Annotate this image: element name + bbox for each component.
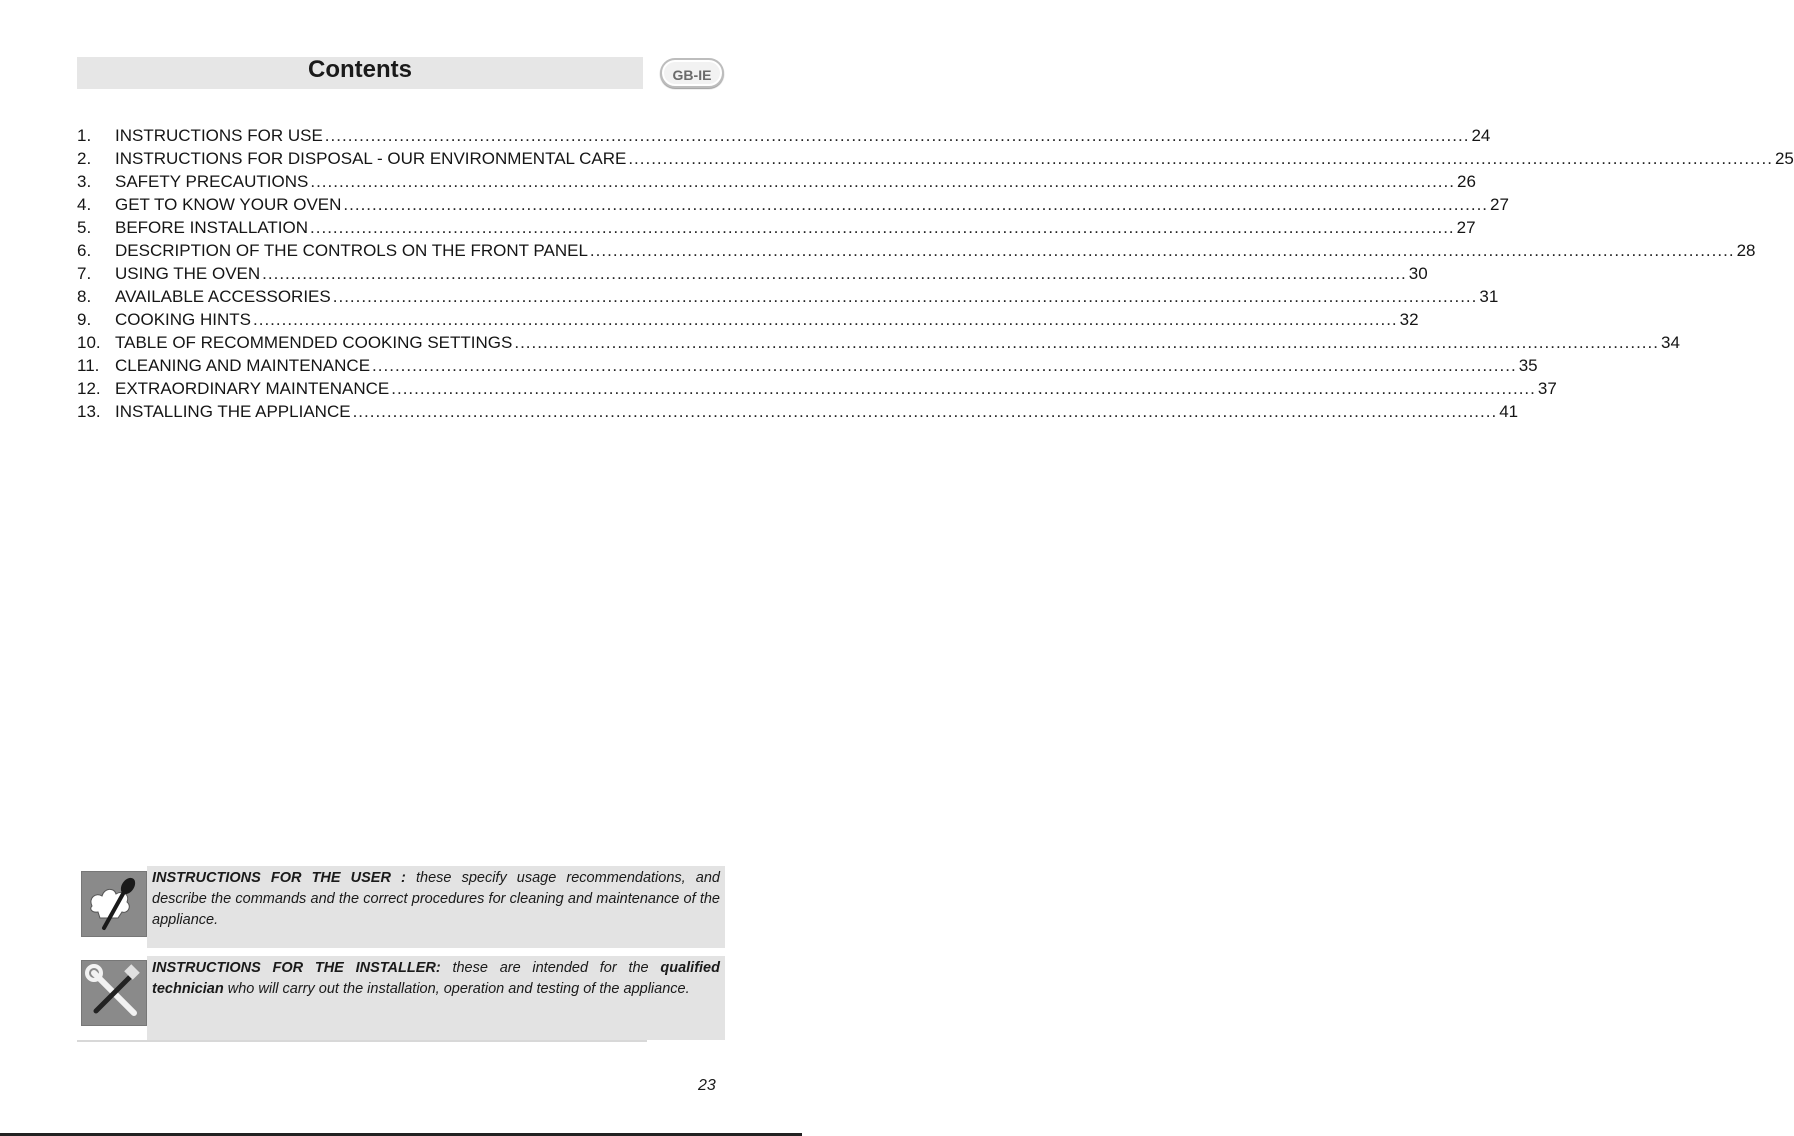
- toc-page-number: 26: [1456, 172, 1476, 191]
- toc-label: SAFETY PRECAUTIONS: [115, 172, 309, 191]
- toc-number: 8.: [77, 287, 92, 306]
- toc-number: 5.: [77, 218, 92, 237]
- language-badge: GB-IE: [660, 58, 724, 88]
- installer-instructions-note: [77, 956, 725, 1040]
- toc-number: 3.: [77, 172, 92, 191]
- chef-spoon-icon: [81, 871, 147, 937]
- toc-leader-dots: ........................................................................................................................................................................................................: [589, 241, 1735, 260]
- toc-number: 13.: [77, 402, 101, 421]
- toc-label: INSTRUCTIONS FOR USE: [115, 126, 323, 145]
- toc-label: GET TO KNOW YOUR OVEN: [115, 195, 342, 214]
- user-instructions-text: [152, 868, 720, 931]
- toc-page-number: 41: [1499, 402, 1519, 421]
- toc-number: 12.: [77, 379, 101, 398]
- toc-leader-dots: ........................................................................................................................................................................................................: [391, 379, 1536, 398]
- toc-leader-dots: ........................................................................................................................................................................................................: [324, 126, 1470, 145]
- toc-label: INSTRUCTIONS FOR DISPOSAL - OUR ENVIRONMENTAL CARE: [115, 149, 627, 168]
- toc-label: INSTALLING THE APPLIANCE: [115, 402, 351, 421]
- toc-page-number: 24: [1471, 126, 1491, 145]
- toc-entry[interactable]: [77, 308, 1419, 331]
- toc-page-number: 32: [1399, 310, 1419, 329]
- user-instructions-note: [77, 866, 725, 948]
- toc-page-number: 37: [1537, 379, 1557, 398]
- toc-number: 1.: [77, 126, 92, 145]
- toc-entry[interactable]: [77, 354, 1538, 377]
- installer-instructions-heading: INSTRUCTIONS FOR THE INSTALLER:: [152, 960, 441, 976]
- user-instructions-heading: INSTRUCTIONS FOR THE USER :: [152, 870, 406, 886]
- title-bar: [77, 57, 643, 89]
- toc-leader-dots: ........................................................................................................................................................................................................: [352, 402, 1498, 421]
- toc-page-number: 27: [1490, 195, 1509, 214]
- page-number: 23: [698, 1077, 716, 1094]
- toc-leader-dots: ........................................................................................................................................................................................................: [262, 264, 1407, 283]
- toc-leader-dots: ........................................................................................................................................................................................................: [514, 333, 1659, 352]
- toc-entry[interactable]: [77, 193, 1509, 216]
- qualified-technician-emphasis: qualified technician: [152, 960, 720, 997]
- toc-page-number: 25: [1774, 149, 1794, 168]
- user-instructions-panel: [147, 866, 725, 948]
- toc-leader-dots: ........................................................................................................................................................................................................: [253, 310, 1398, 329]
- table-of-contents: [77, 124, 1794, 423]
- toc-entry[interactable]: [77, 285, 1499, 308]
- toc-page-number: 31: [1479, 287, 1499, 306]
- installer-instructions-text: INSTRUCTIONS FOR THE INSTALLER: these are intended for the qualified technician who will carry out the installation, operation and testing of the appliance.: [152, 960, 720, 997]
- toc-label: EXTRAORDINARY MAINTENANCE: [115, 379, 390, 398]
- toc-label: AVAILABLE ACCESSORIES: [115, 287, 331, 306]
- toc-label: USING THE OVEN: [115, 264, 261, 283]
- page-title: Contents: [308, 56, 412, 83]
- toc-page-number: 34: [1660, 333, 1680, 352]
- toc-leader-dots: ........................................................................................................................................................................................................: [310, 218, 1455, 237]
- toc-leader-dots: ........................................................................................................................................................................................................: [628, 149, 1773, 168]
- toc-label: BEFORE INSTALLATION: [115, 218, 309, 237]
- toc-entry[interactable]: [77, 262, 1428, 285]
- toc-label: CLEANING AND MAINTENANCE: [115, 356, 371, 375]
- bottom-divider: [77, 1040, 647, 1042]
- tools-icon: [81, 960, 147, 1026]
- toc-entry[interactable]: [77, 170, 1476, 193]
- toc-entry[interactable]: [77, 147, 1794, 170]
- toc-page-number: 28: [1736, 241, 1756, 260]
- toc-page-number: 27: [1456, 218, 1476, 237]
- toc-number: 6.: [77, 241, 92, 260]
- user-instructions-body: these specify usage recommendations, and describe the commands and the correct procedures for cleaning and maintenance of the appliance.: [152, 870, 720, 928]
- toc-entry[interactable]: [77, 400, 1519, 423]
- toc-page-number: 35: [1518, 356, 1538, 375]
- toc-leader-dots: ........................................................................................................................................................................................................: [372, 356, 1517, 375]
- toc-number: 11.: [77, 356, 100, 375]
- toc-leader-dots: ........................................................................................................................................................................................................: [343, 195, 1489, 214]
- toc-number: 9.: [77, 310, 92, 329]
- toc-leader-dots: ........................................................................................................................................................................................................: [310, 172, 1455, 191]
- toc-entry[interactable]: [77, 216, 1476, 239]
- toc-label: COOKING HINTS: [115, 310, 252, 329]
- toc-number: 10.: [77, 333, 101, 352]
- toc-entry[interactable]: [77, 239, 1756, 262]
- toc-leader-dots: ........................................................................................................................................................................................................: [332, 287, 1478, 306]
- toc-label: DESCRIPTION OF THE CONTROLS ON THE FRONT PANEL: [115, 241, 588, 260]
- toc-number: 4.: [77, 195, 92, 214]
- toc-number: 2.: [77, 149, 92, 168]
- toc-entry[interactable]: [77, 331, 1680, 354]
- toc-page-number: 30: [1408, 264, 1428, 283]
- toc-number: 7.: [77, 264, 92, 283]
- toc-label: TABLE OF RECOMMENDED COOKING SETTINGS: [115, 333, 513, 352]
- installer-instructions-panel: [147, 956, 725, 1040]
- toc-entry[interactable]: [77, 377, 1557, 400]
- toc-entry[interactable]: [77, 124, 1491, 147]
